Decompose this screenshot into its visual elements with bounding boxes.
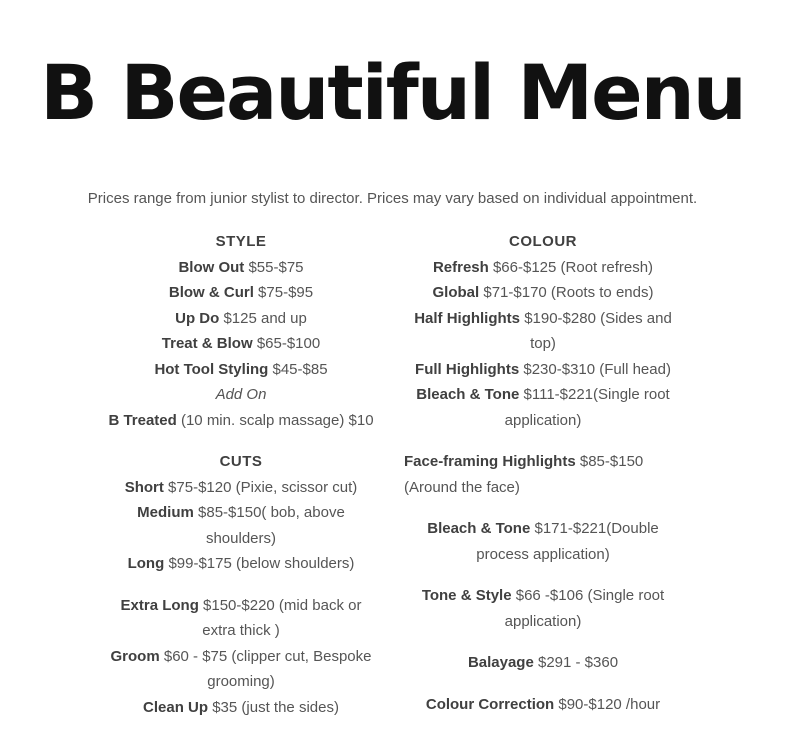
item-detail: $66-$125 (Root refresh)	[492, 258, 654, 276]
menu-item	[104, 551, 378, 577]
item-detail: $65-$100	[256, 335, 321, 352]
item-detail: $71-$170 (Roots to ends)	[483, 284, 654, 301]
item-name: Clean Up	[143, 698, 209, 716]
colour-heading: COLOUR	[509, 233, 577, 250]
item-name: Up Do	[175, 309, 220, 327]
item-name: Balayage	[467, 654, 534, 671]
item-name: Hot Tool Styling	[154, 360, 269, 378]
item-detail: $45-$85	[272, 360, 328, 378]
item-detail: $150-$220 (mid back or extra thick )	[202, 596, 362, 639]
item-detail: $291 - $360	[537, 654, 619, 671]
item-detail: (10 min. scalp massage) $10	[180, 411, 374, 429]
menu-item	[404, 255, 682, 281]
item-detail: $75-$95	[258, 284, 314, 301]
item-detail: $85-$150 (Around the face)	[404, 453, 644, 496]
menu-item	[404, 306, 682, 357]
menu-item	[104, 357, 378, 383]
menu-item	[104, 306, 378, 332]
menu-item	[104, 331, 378, 357]
item-detail: $55-$75	[248, 258, 304, 276]
item-name: Global	[432, 284, 480, 301]
item-name: Long	[127, 555, 165, 572]
item-detail: $125 and up	[223, 309, 307, 327]
item-detail: $190-$280 (Sides and top)	[524, 309, 672, 352]
menu-item	[104, 644, 378, 695]
item-detail: $75-$120 (Pixie, scissor cut)	[168, 478, 358, 496]
menu-item	[104, 408, 378, 434]
menu-item	[404, 692, 682, 718]
menu-item	[104, 500, 378, 551]
item-name: Blow & Curl	[168, 284, 254, 301]
page-title: B Beautiful Menu	[40, 48, 745, 137]
menu-item	[404, 650, 682, 676]
item-name: Bleach & Tone	[427, 520, 531, 537]
item-detail: $66 -$106 (Single root application)	[504, 587, 665, 630]
menu-item	[104, 255, 378, 281]
item-name: B Treated	[108, 411, 177, 429]
item-detail: $35 (just the sides)	[212, 698, 339, 716]
item-detail: $111-$221(Single root application)	[504, 386, 670, 429]
item-name: Short	[124, 478, 164, 496]
item-name: Treat & Blow	[161, 335, 253, 352]
cuts-heading: CUTS	[219, 453, 263, 470]
item-name: Extra Long	[120, 596, 199, 614]
item-detail: $171-$221(Double process application)	[476, 520, 659, 563]
menu-item	[404, 382, 682, 433]
item-detail: $60 - $75 (clipper cut, Bespoke grooming)	[163, 647, 372, 690]
right-column	[404, 229, 682, 717]
item-detail: $90-$120 /hour	[558, 695, 661, 713]
menu-item	[404, 516, 682, 567]
menu-item	[404, 357, 682, 383]
item-detail: $99-$175 (below shoulders)	[168, 555, 355, 572]
item-name: Refresh	[432, 258, 489, 276]
intro-text: Prices range from junior stylist to director. Prices may vary based on individual appointment.	[87, 190, 698, 207]
left-column	[104, 229, 378, 720]
item-name: Groom	[110, 647, 160, 665]
item-name: Colour Correction	[425, 695, 555, 713]
menu-item	[404, 280, 682, 306]
item-detail: $85-$150( bob, above shoulders)	[198, 504, 345, 547]
item-name: Bleach & Tone	[416, 386, 520, 403]
menu-item	[404, 449, 682, 500]
menu-item	[104, 593, 378, 644]
menu-item	[404, 583, 682, 634]
menu-item	[104, 475, 378, 501]
menu-item	[104, 280, 378, 306]
menu-item	[104, 695, 378, 721]
item-name: Face-framing Highlights	[404, 453, 576, 470]
item-name: Half Highlights	[414, 309, 521, 327]
item-name: Full Highlights	[415, 360, 520, 378]
style-heading: STYLE	[215, 233, 267, 250]
addon-label: Add On	[215, 386, 267, 403]
item-name: Medium	[137, 504, 194, 521]
item-name: Tone & Style	[421, 587, 512, 604]
item-name: Blow Out	[178, 258, 245, 276]
item-detail: $230-$310 (Full head)	[523, 360, 671, 378]
